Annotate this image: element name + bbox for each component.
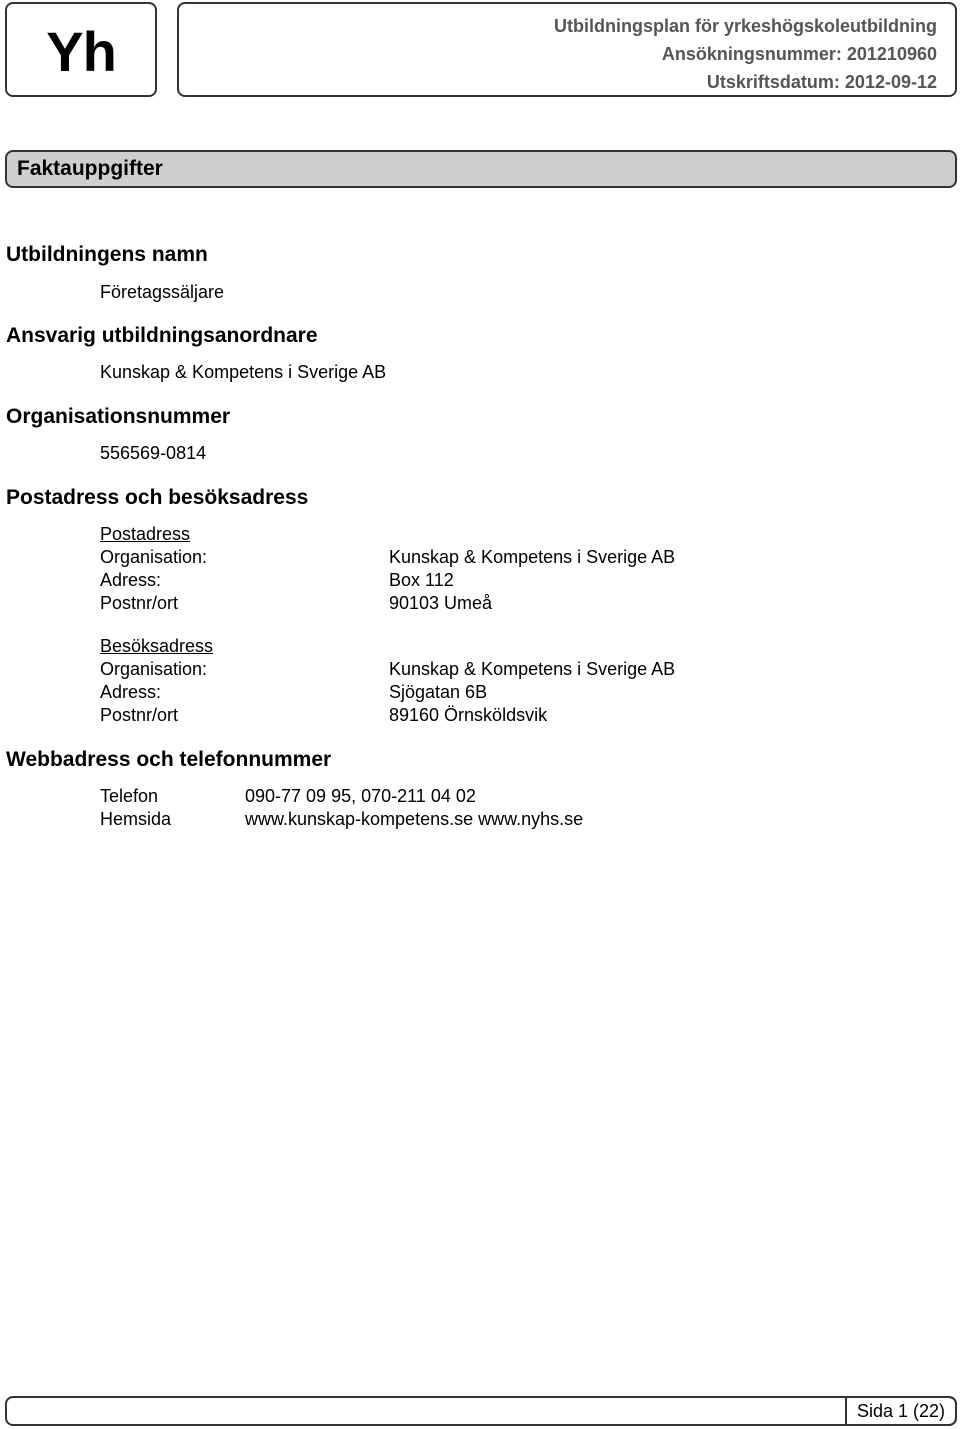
contact-heading: Webbadress och telefonnummer [6,748,332,771]
logo-text: Yh [46,20,116,83]
visit-org-label: Organisation: [100,659,208,679]
document-header [177,2,957,97]
provider-value: Kunskap & Kompetens i Sverige AB [100,362,387,382]
section-bar-faktauppgifter [5,150,957,188]
visit-addr-value: Sjögatan 6B [389,682,488,702]
phone-value: 090-77 09 95, 070-211 04 02 [245,786,476,806]
orgnr-value: 556569-0814 [100,443,207,463]
addresses-heading: Postadress och besöksadress [6,486,309,509]
visit-zip-value: 89160 Örnsköldsvik [389,705,548,725]
application-number: Ansökningsnummer: 201210960 [661,44,937,64]
postal-addr-label: Adress: [100,570,162,590]
section-title: Faktauppgifter [17,157,163,180]
visit-addr-label: Adress: [100,682,162,702]
education-name-heading: Utbildningens namn [6,243,208,266]
postal-zip-value: 90103 Umeå [389,593,493,613]
page-footer [5,1396,957,1426]
orgnr-heading: Organisationsnummer [6,405,231,428]
page-number: Sida 1 (22) [845,1396,957,1426]
postal-org-value: Kunskap & Kompetens i Sverige AB [389,547,676,567]
phone-label: Telefon [100,786,159,806]
visit-address-title: Besöksadress [100,636,214,656]
postal-addr-value: Box 112 [389,570,454,590]
education-name-value: Företagssäljare [100,282,225,302]
visit-org-value: Kunskap & Kompetens i Sverige AB [389,659,676,679]
website-label: Hemsida [100,809,172,829]
logo [5,2,157,97]
visit-zip-label: Postnr/ort [100,705,179,725]
website-value: www.kunskap-kompetens.se www.nyhs.se [245,809,584,829]
postal-address-title: Postadress [100,524,191,544]
postal-zip-label: Postnr/ort [100,593,179,613]
provider-heading: Ansvarig utbildningsanordnare [6,324,318,347]
postal-org-label: Organisation: [100,547,208,567]
print-date: Utskriftsdatum: 2012-09-12 [706,72,937,92]
document-title: Utbildningsplan för yrkeshögskoleutbildning [553,16,937,36]
